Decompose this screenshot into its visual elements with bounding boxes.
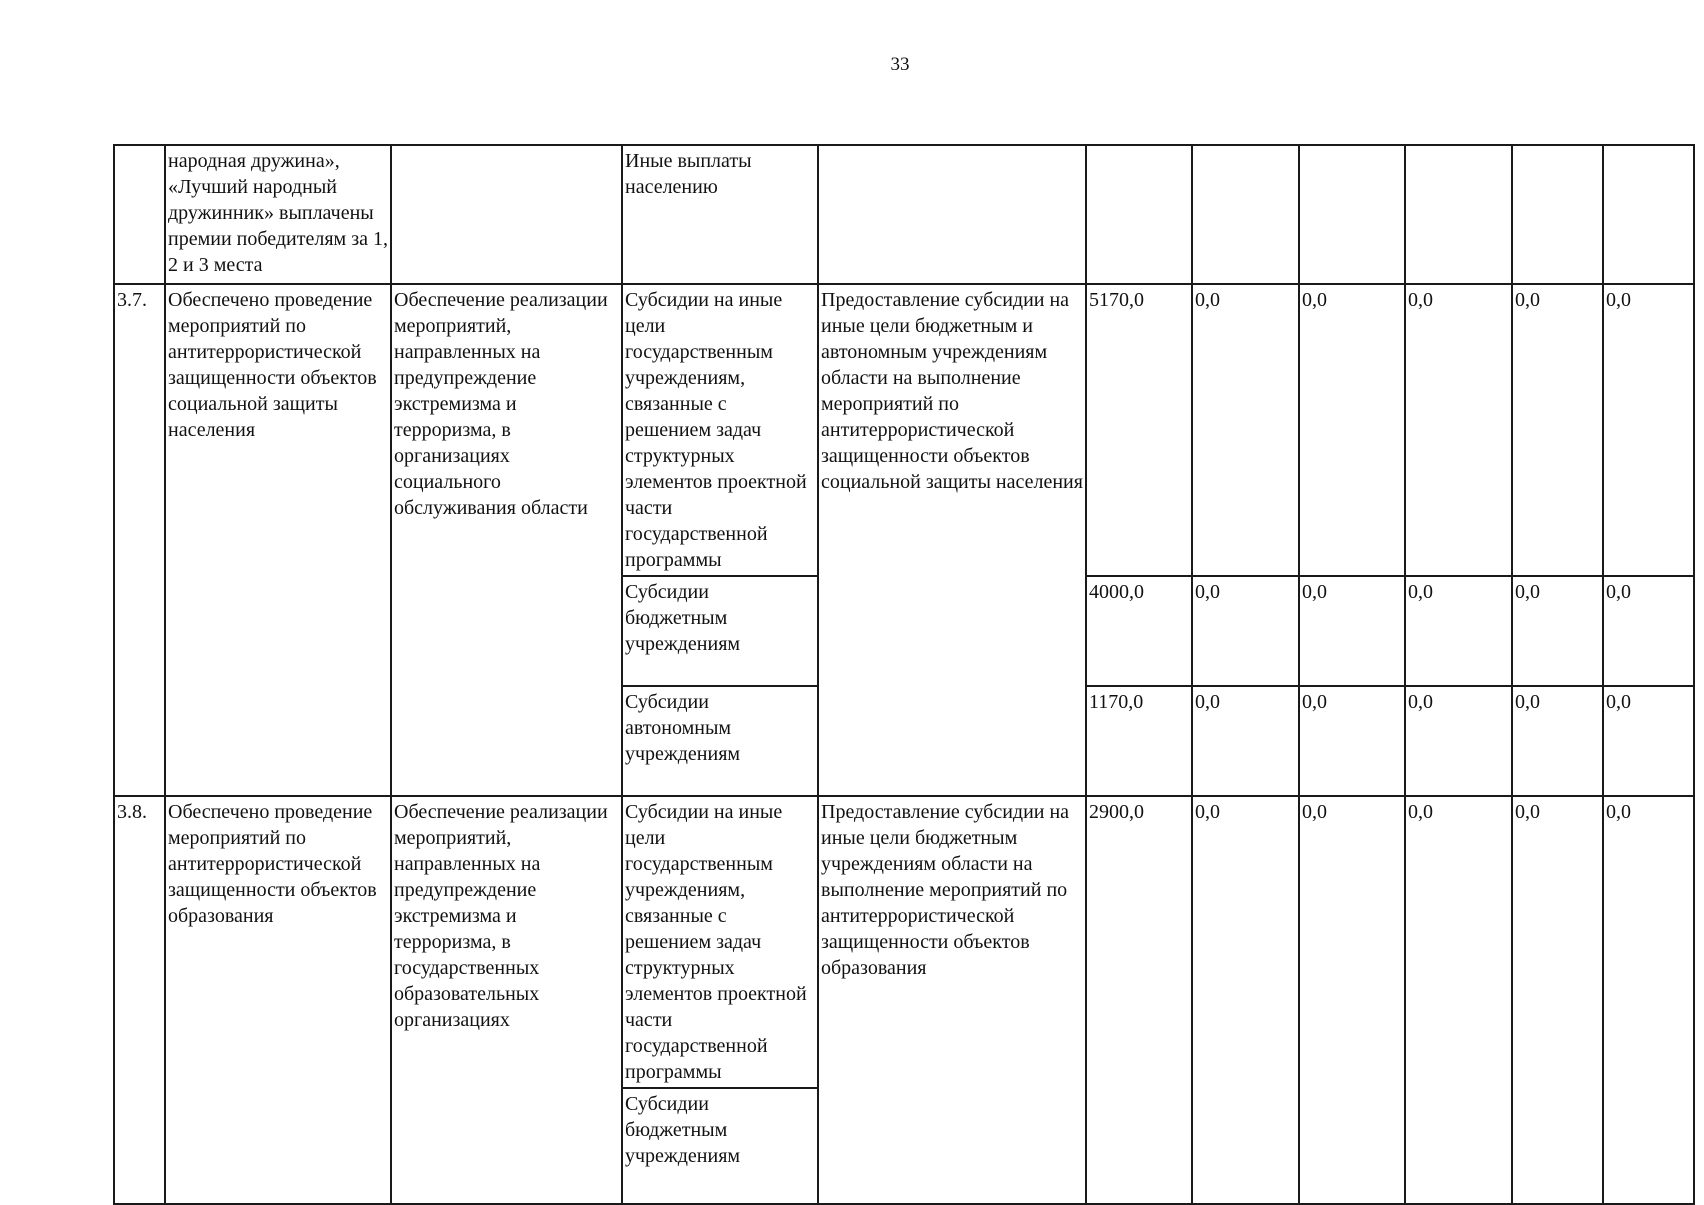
cell-value: 0,0 <box>1192 686 1299 796</box>
cell-value: 0,0 <box>1299 686 1405 796</box>
cell-value: 0,0 <box>1512 284 1603 576</box>
cell-result: Обеспечено проведение мероприятий по антитеррористической защищенности объектов образования <box>165 796 391 1204</box>
cell-value: 0,0 <box>1299 796 1405 1204</box>
cell-value: 0,0 <box>1512 796 1603 1204</box>
cell-result: народная дружина», «Лучший народный дружинник» выплачены премии победителям за 1, 2 и 3 места <box>165 145 391 284</box>
cell-number: 3.8. <box>114 796 165 1204</box>
cell-value: 0,0 <box>1299 576 1405 686</box>
cell-value: 0,0 <box>1405 284 1512 576</box>
cell-value <box>1086 145 1192 284</box>
cell-payment-type: Субсидии на иные цели государственным учреждениям, связанные с решением задач структурных элементов проектной части государственной программы <box>622 284 818 576</box>
cell-payment-type: Субсидии бюджетным учреждениям <box>622 576 818 686</box>
cell-value: 0,0 <box>1603 576 1694 686</box>
cell-value: 0,0 <box>1603 284 1694 576</box>
page-number: 33 <box>890 54 910 75</box>
cell-description: Предоставление субсидии на иные цели бюджетным учреждениям области на выполнение мероприятий по антитеррористической защищенности объектов образования <box>818 796 1086 1204</box>
table-row <box>114 796 1694 1088</box>
cell-payment-type: Субсидии автономным учреждениям <box>622 686 818 796</box>
cell-payment-type: Субсидии бюджетным учреждениям <box>622 1088 818 1204</box>
cell-value: 5170,0 <box>1086 284 1192 576</box>
cell-value: 0,0 <box>1192 796 1299 1204</box>
cell-value <box>1192 145 1299 284</box>
cell-value: 0,0 <box>1405 796 1512 1204</box>
cell-value: 0,0 <box>1512 686 1603 796</box>
cell-value: 4000,0 <box>1086 576 1192 686</box>
cell-value: 0,0 <box>1405 686 1512 796</box>
budget-table <box>113 144 1695 1205</box>
cell-value: 0,0 <box>1603 686 1694 796</box>
cell-number <box>114 145 165 284</box>
cell-event: Обеспечение реализации мероприятий, направленных на предупреждение экстремизма и терроризма, в организациях социального обслуживания области <box>391 284 622 796</box>
cell-value <box>1299 145 1405 284</box>
cell-value: 2900,0 <box>1086 796 1192 1204</box>
cell-value <box>1603 145 1694 284</box>
cell-payment-type: Иные выплаты населению <box>622 145 818 284</box>
table-row <box>114 145 1694 284</box>
cell-value: 1170,0 <box>1086 686 1192 796</box>
cell-value <box>1405 145 1512 284</box>
cell-event: Обеспечение реализации мероприятий, направленных на предупреждение экстремизма и терроризма, в государственных образовательных организациях <box>391 796 622 1204</box>
cell-value: 0,0 <box>1192 576 1299 686</box>
cell-value: 0,0 <box>1512 576 1603 686</box>
table-row <box>114 284 1694 576</box>
cell-payment-type: Субсидии на иные цели государственным учреждениям, связанные с решением задач структурных элементов проектной части государственной программы <box>622 796 818 1088</box>
cell-value: 0,0 <box>1299 284 1405 576</box>
cell-value: 0,0 <box>1603 796 1694 1204</box>
cell-result: Обеспечено проведение мероприятий по антитеррористической защищенности объектов социальной защиты населения <box>165 284 391 796</box>
cell-event <box>391 145 622 284</box>
cell-description <box>818 145 1086 284</box>
cell-value: 0,0 <box>1405 576 1512 686</box>
cell-number: 3.7. <box>114 284 165 796</box>
cell-value: 0,0 <box>1192 284 1299 576</box>
cell-value <box>1512 145 1603 284</box>
cell-description: Предоставление субсидии на иные цели бюджетным и автономным учреждениям области на выполнение мероприятий по антитеррористической защищенности объектов социальной защиты населения <box>818 284 1086 796</box>
